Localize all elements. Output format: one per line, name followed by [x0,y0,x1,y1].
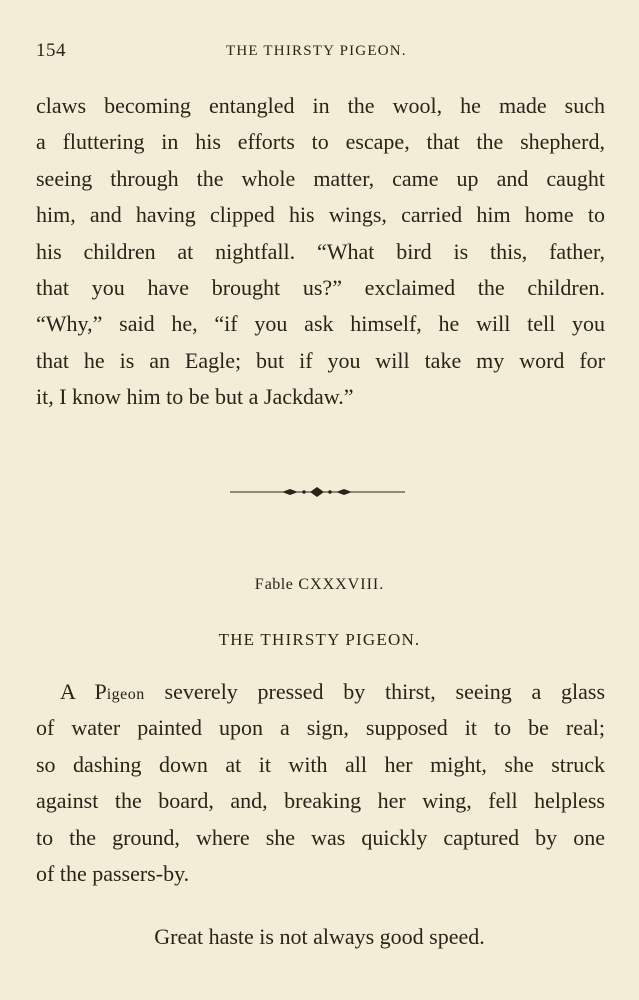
text-line: him, and having clipped his wings, carried him home to [36,202,605,228]
fable-body [36,674,605,892]
running-title: THE THIRSTY PIGEON. [226,43,407,59]
text-line: his children at nightfall. “What bird is this, father, [36,238,605,264]
page-number: 154 [36,40,66,61]
text-line: seeing through the whole matter, came up and caught [36,165,605,191]
section-divider-ornament [230,484,405,500]
fable-moral: Great haste is not always good speed. [154,924,485,949]
previous-fable-continuation [36,88,605,416]
text-line: a fluttering in his efforts to escape, that the shepherd, [36,129,605,155]
text-line: against the board, and, breaking her wing, fell helpless [36,788,605,814]
text-line: that he is an Eagle; but if you will take my word for [36,347,605,373]
text-line: that you have brought us?” exclaimed the children. [36,274,605,300]
running-head [36,40,603,64]
fable-title: THE THIRSTY PIGEON. [218,630,421,649]
text-line: of water painted upon a sign, supposed it to be real; [36,715,605,741]
text-line: A Pigeon severely pressed by thirst, seeing a glass [60,679,606,704]
text-line: it, I know him to be but a Jackdaw.” [36,384,354,410]
text-line: of the passers-by. [36,860,190,886]
text-line: to the ground, where she was quickly captured by one [36,824,605,850]
fable-number: Fable CXXXVIII. [254,576,385,593]
text-line: “Why,” said he, “if you ask himself, he will tell you [36,311,605,337]
text-line: claws becoming entangled in the wool, he made such [36,93,605,118]
text-line: so dashing down at it with all her might, she struck [36,751,605,777]
